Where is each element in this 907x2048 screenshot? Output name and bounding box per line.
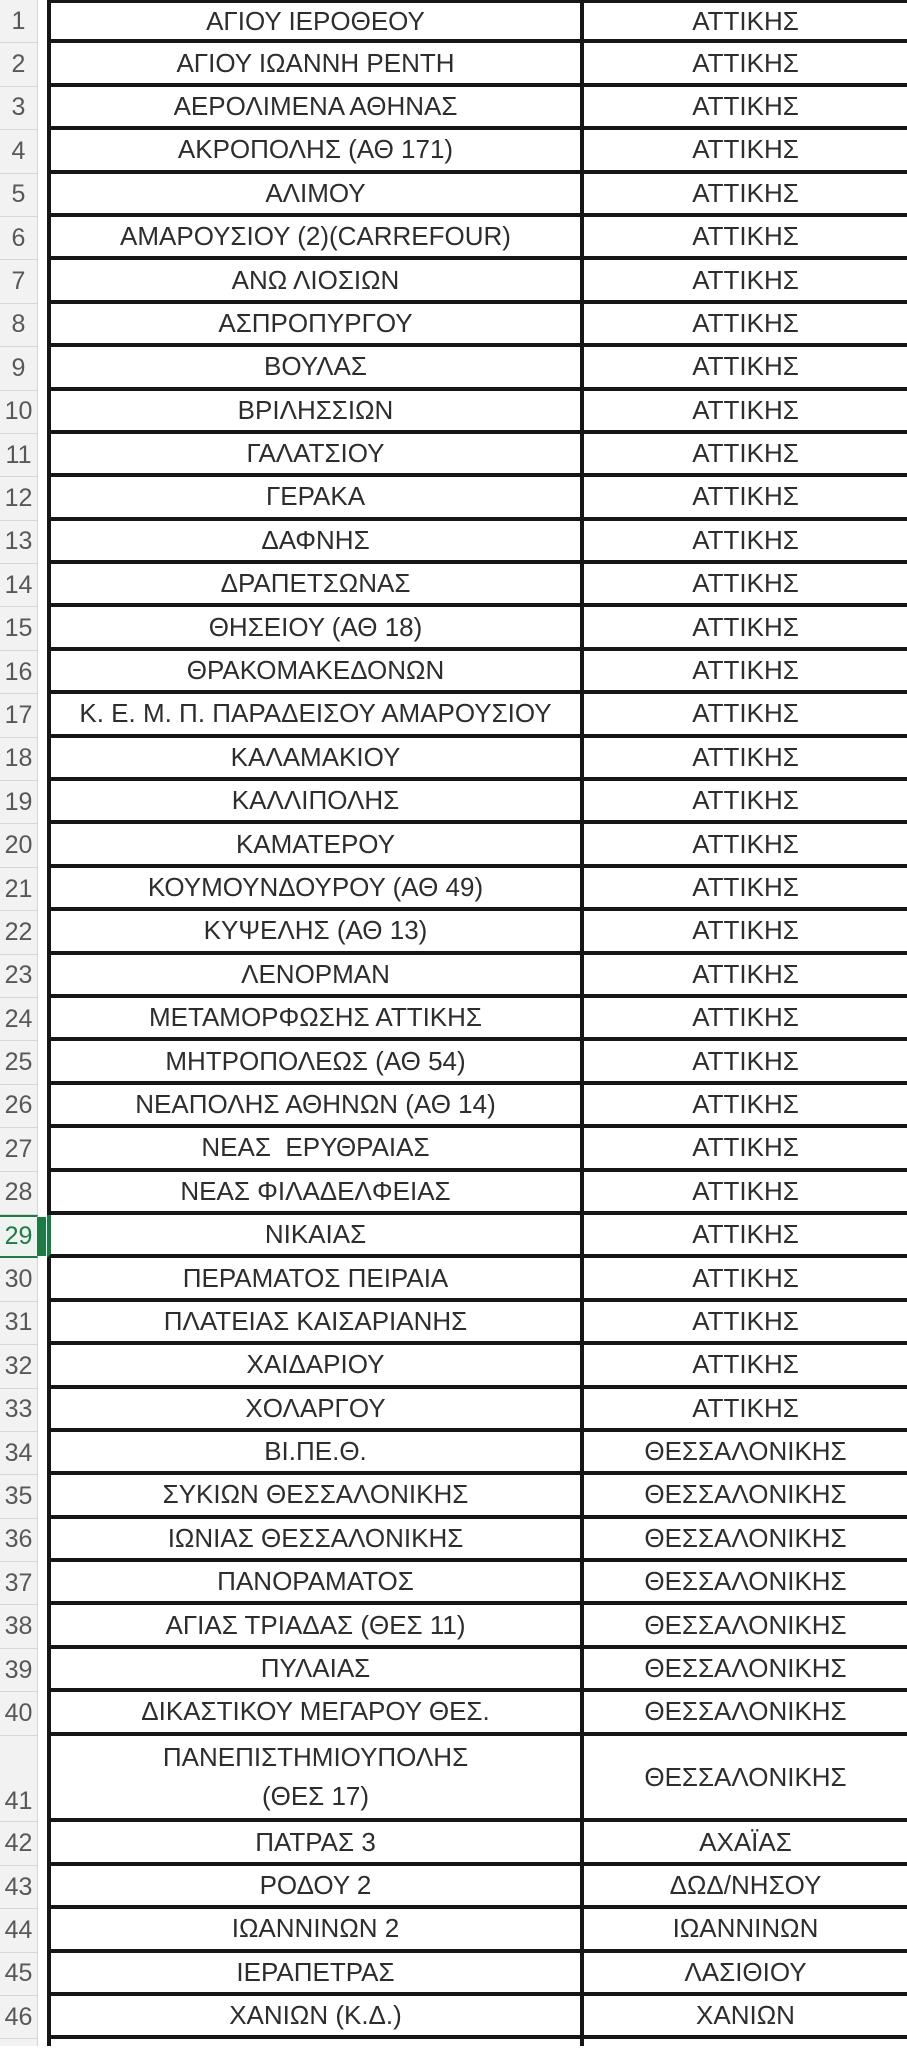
prefecture-cell[interactable]: ΑΤΤΙΚΗΣ (692, 221, 799, 252)
branch-name-cell[interactable]: ΙΕΡΑΠΕΤΡΑΣ (51, 1953, 584, 1992)
table-row (0, 391, 907, 434)
row-number-header[interactable] (0, 1953, 38, 1996)
row-number-label: 30 (4, 1265, 33, 1294)
prefecture-cell[interactable]: ΑΤΤΙΚΗΣ (692, 134, 799, 165)
row-number-header[interactable] (0, 1389, 38, 1432)
prefecture-cell[interactable]: ΑΤΤΙΚΗΣ (692, 394, 799, 425)
table-row (0, 1649, 907, 1692)
branch-name-cell[interactable]: ΑΓΙΟΥ ΙΩΑΝΝΗ ΡΕΝΤΗ (51, 43, 584, 82)
prefecture-cell[interactable]: ΘΕΣΣΑΛΟΝΙΚΗΣ (644, 1479, 847, 1510)
prefecture-cell[interactable]: ΘΕΣΣΑΛΟΝΙΚΗΣ (644, 1653, 847, 1684)
table-row (0, 1041, 907, 1084)
row-cells (47, 130, 907, 173)
branch-name-cell[interactable]: ΑΝΩ ΛΙΟΣΙΩΝ (51, 260, 584, 299)
row-number-label: 4 (11, 136, 26, 165)
row-number-label: 18 (4, 744, 33, 773)
table-row (0, 1562, 907, 1605)
row-number-header[interactable] (0, 1605, 38, 1648)
row-number-label: 16 (4, 657, 33, 686)
prefecture-cell[interactable]: ΘΕΣΣΑΛΟΝΙΚΗΣ (644, 1522, 847, 1553)
row-number-label: 14 (4, 570, 33, 599)
table-row (0, 651, 907, 694)
row-number-label: 25 (4, 1048, 33, 1077)
row-number-header[interactable] (0, 1866, 38, 1909)
branch-name-cell[interactable]: ΓΑΛΑΤΣΙΟΥ (51, 434, 584, 473)
row-number-header[interactable] (0, 347, 38, 390)
branch-name-cell[interactable]: ΑΓΙΟΥ ΙΕΡΟΘΕΟΥ (51, 3, 584, 39)
row-cells (47, 0, 907, 43)
row-cells (47, 260, 907, 303)
row-cells (47, 1172, 907, 1215)
row-number-header[interactable] (0, 1562, 38, 1605)
row-number-header[interactable] (0, 1692, 38, 1735)
row-cells (47, 1605, 907, 1648)
row-cells (47, 1475, 907, 1518)
row-number-header[interactable] (0, 868, 38, 911)
row-number-label: 6 (11, 223, 26, 252)
table-row (0, 1345, 907, 1388)
table-row (0, 1736, 907, 1823)
row-number-header[interactable] (0, 1475, 38, 1518)
table-row (0, 1953, 907, 1996)
row-cells (47, 1215, 907, 1258)
row-number-label: 17 (4, 700, 33, 729)
partial-prefecture-cell (584, 2039, 907, 2046)
branch-name-cell[interactable]: ΠΑΝΟΡΑΜΑΤΟΣ (51, 1562, 584, 1601)
table-row (0, 174, 907, 217)
row-cells (47, 347, 907, 390)
prefecture-cell[interactable]: ΙΩΑΝΝΙΝΩΝ (672, 1913, 819, 1944)
row-cells (47, 477, 907, 520)
prefecture-cell[interactable]: ΑΤΤΙΚΗΣ (692, 1175, 799, 1206)
row-cells (47, 1822, 907, 1865)
prefecture-cell[interactable]: ΑΤΤΙΚΗΣ (692, 1132, 799, 1163)
row-cells (47, 1258, 907, 1301)
branch-name-cell[interactable]: ΑΓΙΑΣ ΤΡΙΑΔΑΣ (ΘΕΣ 11) (51, 1605, 584, 1644)
row-number-label: 43 (4, 1872, 33, 1901)
row-cells (47, 694, 907, 737)
prefecture-cell[interactable]: ΘΕΣΣΑΛΟΝΙΚΗΣ (644, 1436, 847, 1467)
row-number-header[interactable] (0, 477, 38, 520)
row-cells (47, 1302, 907, 1345)
row-cells (47, 1909, 907, 1952)
partial-branch-name-cell (51, 2039, 584, 2046)
branch-name-cell[interactable]: ΠΥΛΑΙΑΣ (51, 1649, 584, 1688)
prefecture-cell[interactable]: ΑΤΤΙΚΗΣ (692, 1045, 799, 1076)
table-row (0, 0, 907, 43)
row-cells (47, 998, 907, 1041)
row-number-label: 22 (4, 917, 33, 946)
prefecture-cell[interactable]: ΑΤΤΙΚΗΣ (692, 307, 799, 338)
row-cells (47, 174, 907, 217)
branch-name-cell[interactable]: ΘΗΣΕΙΟΥ (ΑΘ 18) (51, 607, 584, 646)
prefecture-cell[interactable]: ΑΤΤΙΚΗΣ (692, 828, 799, 859)
row-cells (47, 1519, 907, 1562)
row-number-header[interactable] (0, 217, 38, 260)
prefecture-cell[interactable]: ΑΤΤΙΚΗΣ (692, 915, 799, 946)
partial-row-number-header (0, 2039, 38, 2046)
table-row (0, 1996, 907, 2039)
branch-name-cell[interactable]: ΑΜΑΡΟΥΣΙΟΥ (2)(CARREFOUR) (51, 217, 584, 256)
branch-name-cell[interactable]: Κ. Ε. Μ. Π. ΠΑΡΑΔΕΙΣΟΥ ΑΜΑΡΟΥΣΙΟΥ (51, 694, 584, 733)
row-number-header[interactable] (0, 1996, 38, 2039)
table-row (0, 87, 907, 130)
prefecture-cell[interactable]: ΑΤΤΙΚΗΣ (692, 264, 799, 295)
row-number-label: 24 (4, 1004, 33, 1033)
row-number-header[interactable] (0, 564, 38, 607)
prefecture-cell[interactable]: ΑΤΤΙΚΗΣ (692, 611, 799, 642)
row-number-header[interactable] (0, 1736, 38, 1823)
row-number-label: 39 (4, 1655, 33, 1684)
row-number-header[interactable] (0, 43, 38, 86)
row-number-header[interactable] (0, 1822, 38, 1865)
row-cells (47, 1996, 907, 2039)
row-cells (47, 1736, 907, 1823)
prefecture-cell[interactable]: ΘΕΣΣΑΛΟΝΙΚΗΣ (644, 1566, 847, 1597)
prefecture-cell[interactable]: ΘΕΣΣΑΛΟΝΙΚΗΣ (644, 1761, 847, 1792)
row-cells (47, 607, 907, 650)
row-cells (47, 1389, 907, 1432)
prefecture-cell[interactable]: ΑΤΤΙΚΗΣ (692, 1392, 799, 1423)
prefecture-cell[interactable]: ΑΤΤΙΚΗΣ (692, 1262, 799, 1293)
row-cells (47, 868, 907, 911)
prefecture-cell[interactable]: ΑΤΤΙΚΗΣ (692, 872, 799, 902)
branch-name-cell[interactable]: ΜΗΤΡΟΠΟΛΕΩΣ (ΑΘ 54) (51, 1041, 584, 1080)
branch-name-cell[interactable]: ΘΡΑΚΟΜΑΚΕΔΟΝΩΝ (51, 651, 584, 690)
row-number-header[interactable] (0, 911, 38, 954)
branch-name-cell[interactable]: ΝΙΚΑΙΑΣ (51, 1215, 584, 1254)
row-cells (47, 1085, 907, 1128)
table-row (0, 260, 907, 303)
table-row (0, 955, 907, 998)
row-number-label: 28 (4, 1178, 33, 1207)
prefecture-cell[interactable]: ΑΤΤΙΚΗΣ (692, 1002, 799, 1033)
row-number-label: 3 (11, 93, 26, 122)
row-cells (47, 1432, 907, 1475)
row-cells (47, 824, 907, 867)
branch-name-cell[interactable]: ΡΟΔΟΥ 2 (51, 1866, 584, 1905)
table-row (0, 911, 907, 954)
row-number-header[interactable] (0, 1128, 38, 1171)
table-row (0, 694, 907, 737)
branch-name-cell[interactable]: ΧΑΙΔΑΡΙΟΥ (51, 1345, 584, 1384)
row-number-header[interactable] (0, 521, 38, 564)
row-cells (47, 1041, 907, 1084)
row-cells (47, 304, 907, 347)
prefecture-cell[interactable]: ΑΤΤΙΚΗΣ (692, 1219, 799, 1250)
branch-name-cell[interactable]: ΒΡΙΛΗΣΣΙΩΝ (51, 391, 584, 430)
row-number-header[interactable] (0, 1649, 38, 1692)
row-number-header[interactable] (0, 304, 38, 347)
row-number-label: 32 (4, 1351, 33, 1380)
branch-name-cell[interactable]: ΔΡΑΠΕΤΣΩΝΑΣ (51, 564, 584, 603)
table-row (0, 1128, 907, 1171)
row-number-label: 1 (11, 6, 26, 35)
branch-name-cell[interactable]: ΠΕΡΑΜΑΤΟΣ ΠΕΙΡΑΙΑ (51, 1258, 584, 1297)
table-row (0, 477, 907, 520)
table-row (0, 43, 907, 86)
branch-name-cell[interactable]: ΝΕΑΠΟΛΗΣ ΑΘΗΝΩΝ (ΑΘ 14) (51, 1085, 584, 1124)
prefecture-cell[interactable]: ΑΤΤΙΚΗΣ (692, 785, 799, 816)
row-number-label: 36 (4, 1525, 33, 1554)
row-number-header[interactable] (0, 1909, 38, 1952)
row-number-header[interactable] (0, 260, 38, 303)
branch-name-cell[interactable]: ΚΑΛΛΙΠΟΛΗΣ (51, 781, 584, 820)
branch-name-cell[interactable]: ΜΕΤΑΜΟΡΦΩΣΗΣ ΑΤΤΙΚΗΣ (51, 998, 584, 1037)
row-number-label: 34 (4, 1438, 33, 1467)
row-number-label: 46 (4, 2002, 33, 2031)
table-row (0, 217, 907, 260)
table-row (0, 1605, 907, 1648)
row-number-label: 27 (4, 1134, 33, 1163)
prefecture-cell[interactable]: ΑΤΤΙΚΗΣ (692, 568, 799, 599)
branch-name-cell[interactable]: ΔΙΚΑΣΤΙΚΟΥ ΜΕΓΑΡΟΥ ΘΕΣ. (51, 1692, 584, 1731)
table-row (0, 130, 907, 173)
row-number-header[interactable] (0, 1258, 38, 1301)
prefecture-cell[interactable]: ΑΤΤΙΚΗΣ (692, 1088, 799, 1119)
table-row (0, 1215, 907, 1258)
table-row (0, 1822, 907, 1865)
table-row (0, 998, 907, 1041)
prefecture-cell[interactable]: ΑΤΤΙΚΗΣ (692, 47, 799, 78)
row-number-label: 40 (4, 1698, 33, 1727)
row-number-label: 35 (4, 1481, 33, 1510)
prefecture-cell[interactable]: ΑΤΤΙΚΗΣ (692, 438, 799, 469)
prefecture-cell[interactable]: ΑΤΤΙΚΗΣ (692, 958, 799, 989)
table-row (0, 1432, 907, 1475)
prefecture-cell[interactable]: ΑΤΤΙΚΗΣ (692, 655, 799, 686)
branch-name-cell[interactable]: ΚΥΨΕΛΗΣ (ΑΘ 13) (51, 911, 584, 950)
table-row (0, 824, 907, 867)
table-row (0, 1866, 907, 1909)
row-number-label: 9 (11, 353, 26, 382)
branch-name-cell[interactable]: ΒΙ.ΠΕ.Θ. (51, 1432, 584, 1471)
table-row (0, 1692, 907, 1735)
row-cells (47, 911, 907, 954)
branch-name-cell[interactable]: ΧΑΝΙΩΝ (Κ.Δ.) (51, 1996, 584, 2035)
row-number-label: 41 (4, 1787, 33, 1816)
prefecture-cell[interactable]: ΑΤΤΙΚΗΣ (692, 351, 799, 382)
branch-name-cell[interactable]: ΑΚΡΟΠΟΛΗΣ (ΑΘ 171) (51, 130, 584, 169)
prefecture-cell[interactable]: ΑΤΤΙΚΗΣ (692, 1349, 799, 1380)
prefecture-cell[interactable]: ΔΩΔ/ΝΗΣΟΥ (669, 1870, 822, 1900)
row-number-label: 8 (11, 310, 26, 339)
row-cells (47, 1649, 907, 1692)
row-number-label: 5 (11, 180, 26, 209)
table-row (0, 1475, 907, 1518)
row-number-header[interactable] (0, 998, 38, 1041)
branch-name-cell[interactable]: ΛΕΝΟΡΜΑΝ (51, 955, 584, 994)
row-number-label: 19 (4, 787, 33, 816)
row-number-header[interactable] (0, 1172, 38, 1215)
partial-next-row (0, 2039, 907, 2046)
prefecture-cell[interactable]: ΑΤΤΙΚΗΣ (692, 481, 799, 512)
row-number-header[interactable] (0, 1041, 38, 1084)
prefecture-cell[interactable]: ΘΕΣΣΑΛΟΝΙΚΗΣ (644, 1609, 847, 1640)
table-row (0, 1389, 907, 1432)
row-number-header[interactable] (0, 651, 38, 694)
table-row (0, 434, 907, 477)
prefecture-cell[interactable]: ΑΤΤΙΚΗΣ (692, 177, 799, 208)
row-number-header[interactable] (0, 607, 38, 650)
row-number-header[interactable] (0, 174, 38, 217)
table-row (0, 347, 907, 390)
row-cells (47, 434, 907, 477)
table-row (0, 1519, 907, 1562)
table-row (0, 1302, 907, 1345)
row-number-header[interactable] (0, 1432, 38, 1475)
row-cells (47, 43, 907, 86)
branch-name-cell[interactable]: ΠΑΝΕΠΙΣΤΗΜΙΟΥΠΟΛΗΣ (ΘΕΣ 17) (51, 1736, 584, 1819)
branch-name-cell[interactable]: ΙΩΑΝΝΙΝΩΝ 2 (51, 1909, 584, 1948)
row-number-header[interactable] (0, 391, 38, 434)
prefecture-cell[interactable]: ΑΧΑΪΑΣ (699, 1826, 792, 1857)
row-cells (47, 1692, 907, 1735)
row-cells (47, 87, 907, 130)
row-number-label: 20 (4, 831, 33, 860)
branch-name-cell[interactable]: ΒΟΥΛΑΣ (51, 347, 584, 386)
row-number-label: 31 (4, 1308, 33, 1337)
branch-name-cell[interactable]: ΓΕΡΑΚΑ (51, 477, 584, 516)
row-number-header[interactable] (0, 130, 38, 173)
table-row (0, 1172, 907, 1215)
prefecture-cell[interactable]: ΑΤΤΙΚΗΣ (692, 741, 799, 772)
table-row (0, 304, 907, 347)
row-cells (47, 1866, 907, 1909)
row-number-header[interactable] (0, 1215, 38, 1258)
row-number-label: 7 (11, 267, 26, 296)
branch-name-cell[interactable]: ΔΑΦΝΗΣ (51, 521, 584, 560)
row-number-header[interactable] (0, 694, 38, 737)
table-row (0, 781, 907, 824)
row-number-header[interactable] (0, 824, 38, 867)
table-row (0, 868, 907, 911)
row-cells (47, 781, 907, 824)
row-number-header[interactable] (0, 738, 38, 781)
row-number-label: 45 (4, 1959, 33, 1988)
table-row (0, 564, 907, 607)
branch-name-cell[interactable]: ΚΑΜΑΤΕΡΟΥ (51, 824, 584, 863)
table-row (0, 738, 907, 781)
row-number-header[interactable] (0, 1085, 38, 1128)
branch-name-cell[interactable]: ΝΕΑΣ ΕΡΥΘΡΑΙΑΣ (51, 1128, 584, 1167)
row-cells (47, 1953, 907, 1996)
row-number-label: 42 (4, 1829, 33, 1858)
prefecture-cell[interactable]: ΑΤΤΙΚΗΣ (692, 90, 799, 121)
row-number-label: 15 (4, 614, 33, 643)
row-number-header[interactable] (0, 87, 38, 130)
row-number-label: 23 (4, 961, 33, 990)
branch-name-cell[interactable]: ΚΟΥΜΟΥΝΔΟΥΡΟΥ (ΑΘ 49) (51, 868, 584, 907)
row-cells (47, 1128, 907, 1171)
row-number-label: 11 (5, 440, 32, 469)
prefecture-cell[interactable]: ΧΑΝΙΩΝ (696, 2000, 795, 2031)
row-number-label: 21 (4, 874, 33, 903)
row-number-label: 29 (4, 1222, 33, 1251)
branch-name-cell[interactable]: ΠΑΤΡΑΣ 3 (51, 1822, 584, 1861)
row-number-header[interactable] (0, 781, 38, 824)
row-number-header[interactable] (0, 0, 38, 43)
row-cells (47, 391, 907, 434)
row-number-header[interactable] (0, 434, 38, 477)
branch-name-cell[interactable]: ΚΑΛΑΜΑΚΙΟΥ (51, 738, 584, 777)
table-row (0, 1909, 907, 1952)
row-cells (47, 651, 907, 694)
branch-name-cell[interactable]: ΑΛΙΜΟΥ (51, 174, 584, 213)
row-number-header[interactable] (0, 1345, 38, 1388)
branch-name-cell[interactable]: ΙΩΝΙΑΣ ΘΕΣΣΑΛΟΝΙΚΗΣ (51, 1519, 584, 1558)
branch-name-cell[interactable]: ΧΟΛΑΡΓΟΥ (51, 1389, 584, 1428)
prefecture-cell[interactable]: ΑΤΤΙΚΗΣ (692, 5, 799, 36)
row-number-header[interactable] (0, 1519, 38, 1562)
row-number-label: 12 (4, 483, 33, 512)
row-number-label: 33 (4, 1395, 33, 1424)
row-cells (47, 521, 907, 564)
table-row (0, 1085, 907, 1128)
row-number-label: 37 (4, 1568, 33, 1597)
branch-name-cell[interactable]: ΑΣΠΡΟΠΥΡΓΟΥ (51, 304, 584, 343)
branch-name-cell[interactable]: ΝΕΑΣ ΦΙΛΑΔΕΛΦΕΙΑΣ (51, 1172, 584, 1211)
prefecture-cell[interactable]: ΛΑΣΙΘΙΟΥ (684, 1956, 807, 1987)
branch-name-cell[interactable]: ΑΕΡΟΛΙΜΕΝΑ ΑΘΗΝΑΣ (51, 87, 584, 126)
row-number-label: 44 (4, 1915, 33, 1944)
row-number-label: 2 (11, 50, 26, 79)
prefecture-cell[interactable]: ΑΤΤΙΚΗΣ (692, 698, 799, 729)
row-number-header[interactable] (0, 1302, 38, 1345)
prefecture-cell[interactable]: ΑΤΤΙΚΗΣ (692, 524, 799, 555)
row-number-label: 38 (4, 1612, 33, 1641)
row-cells (47, 1345, 907, 1388)
table-row (0, 607, 907, 650)
row-cells (47, 1562, 907, 1605)
prefecture-cell[interactable]: ΘΕΣΣΑΛΟΝΙΚΗΣ (644, 1696, 847, 1727)
table-row (0, 521, 907, 564)
row-number-header[interactable] (0, 955, 38, 998)
row-cells (47, 564, 907, 607)
row-cells (47, 217, 907, 260)
row-cells (47, 955, 907, 998)
prefecture-cell[interactable]: ΑΤΤΙΚΗΣ (692, 1305, 799, 1336)
branch-name-cell[interactable]: ΣΥΚΙΩΝ ΘΕΣΣΑΛΟΝΙΚΗΣ (51, 1475, 584, 1514)
row-number-label: 13 (4, 527, 33, 556)
row-cells (47, 738, 907, 781)
table-row (0, 1258, 907, 1301)
row-number-label: 26 (4, 1091, 33, 1120)
row-number-label: 10 (4, 397, 33, 426)
partial-row-cells (47, 2039, 907, 2046)
branch-name-cell[interactable]: ΠΛΑΤΕΙΑΣ ΚΑΙΣΑΡΙΑΝΗΣ (51, 1302, 584, 1341)
